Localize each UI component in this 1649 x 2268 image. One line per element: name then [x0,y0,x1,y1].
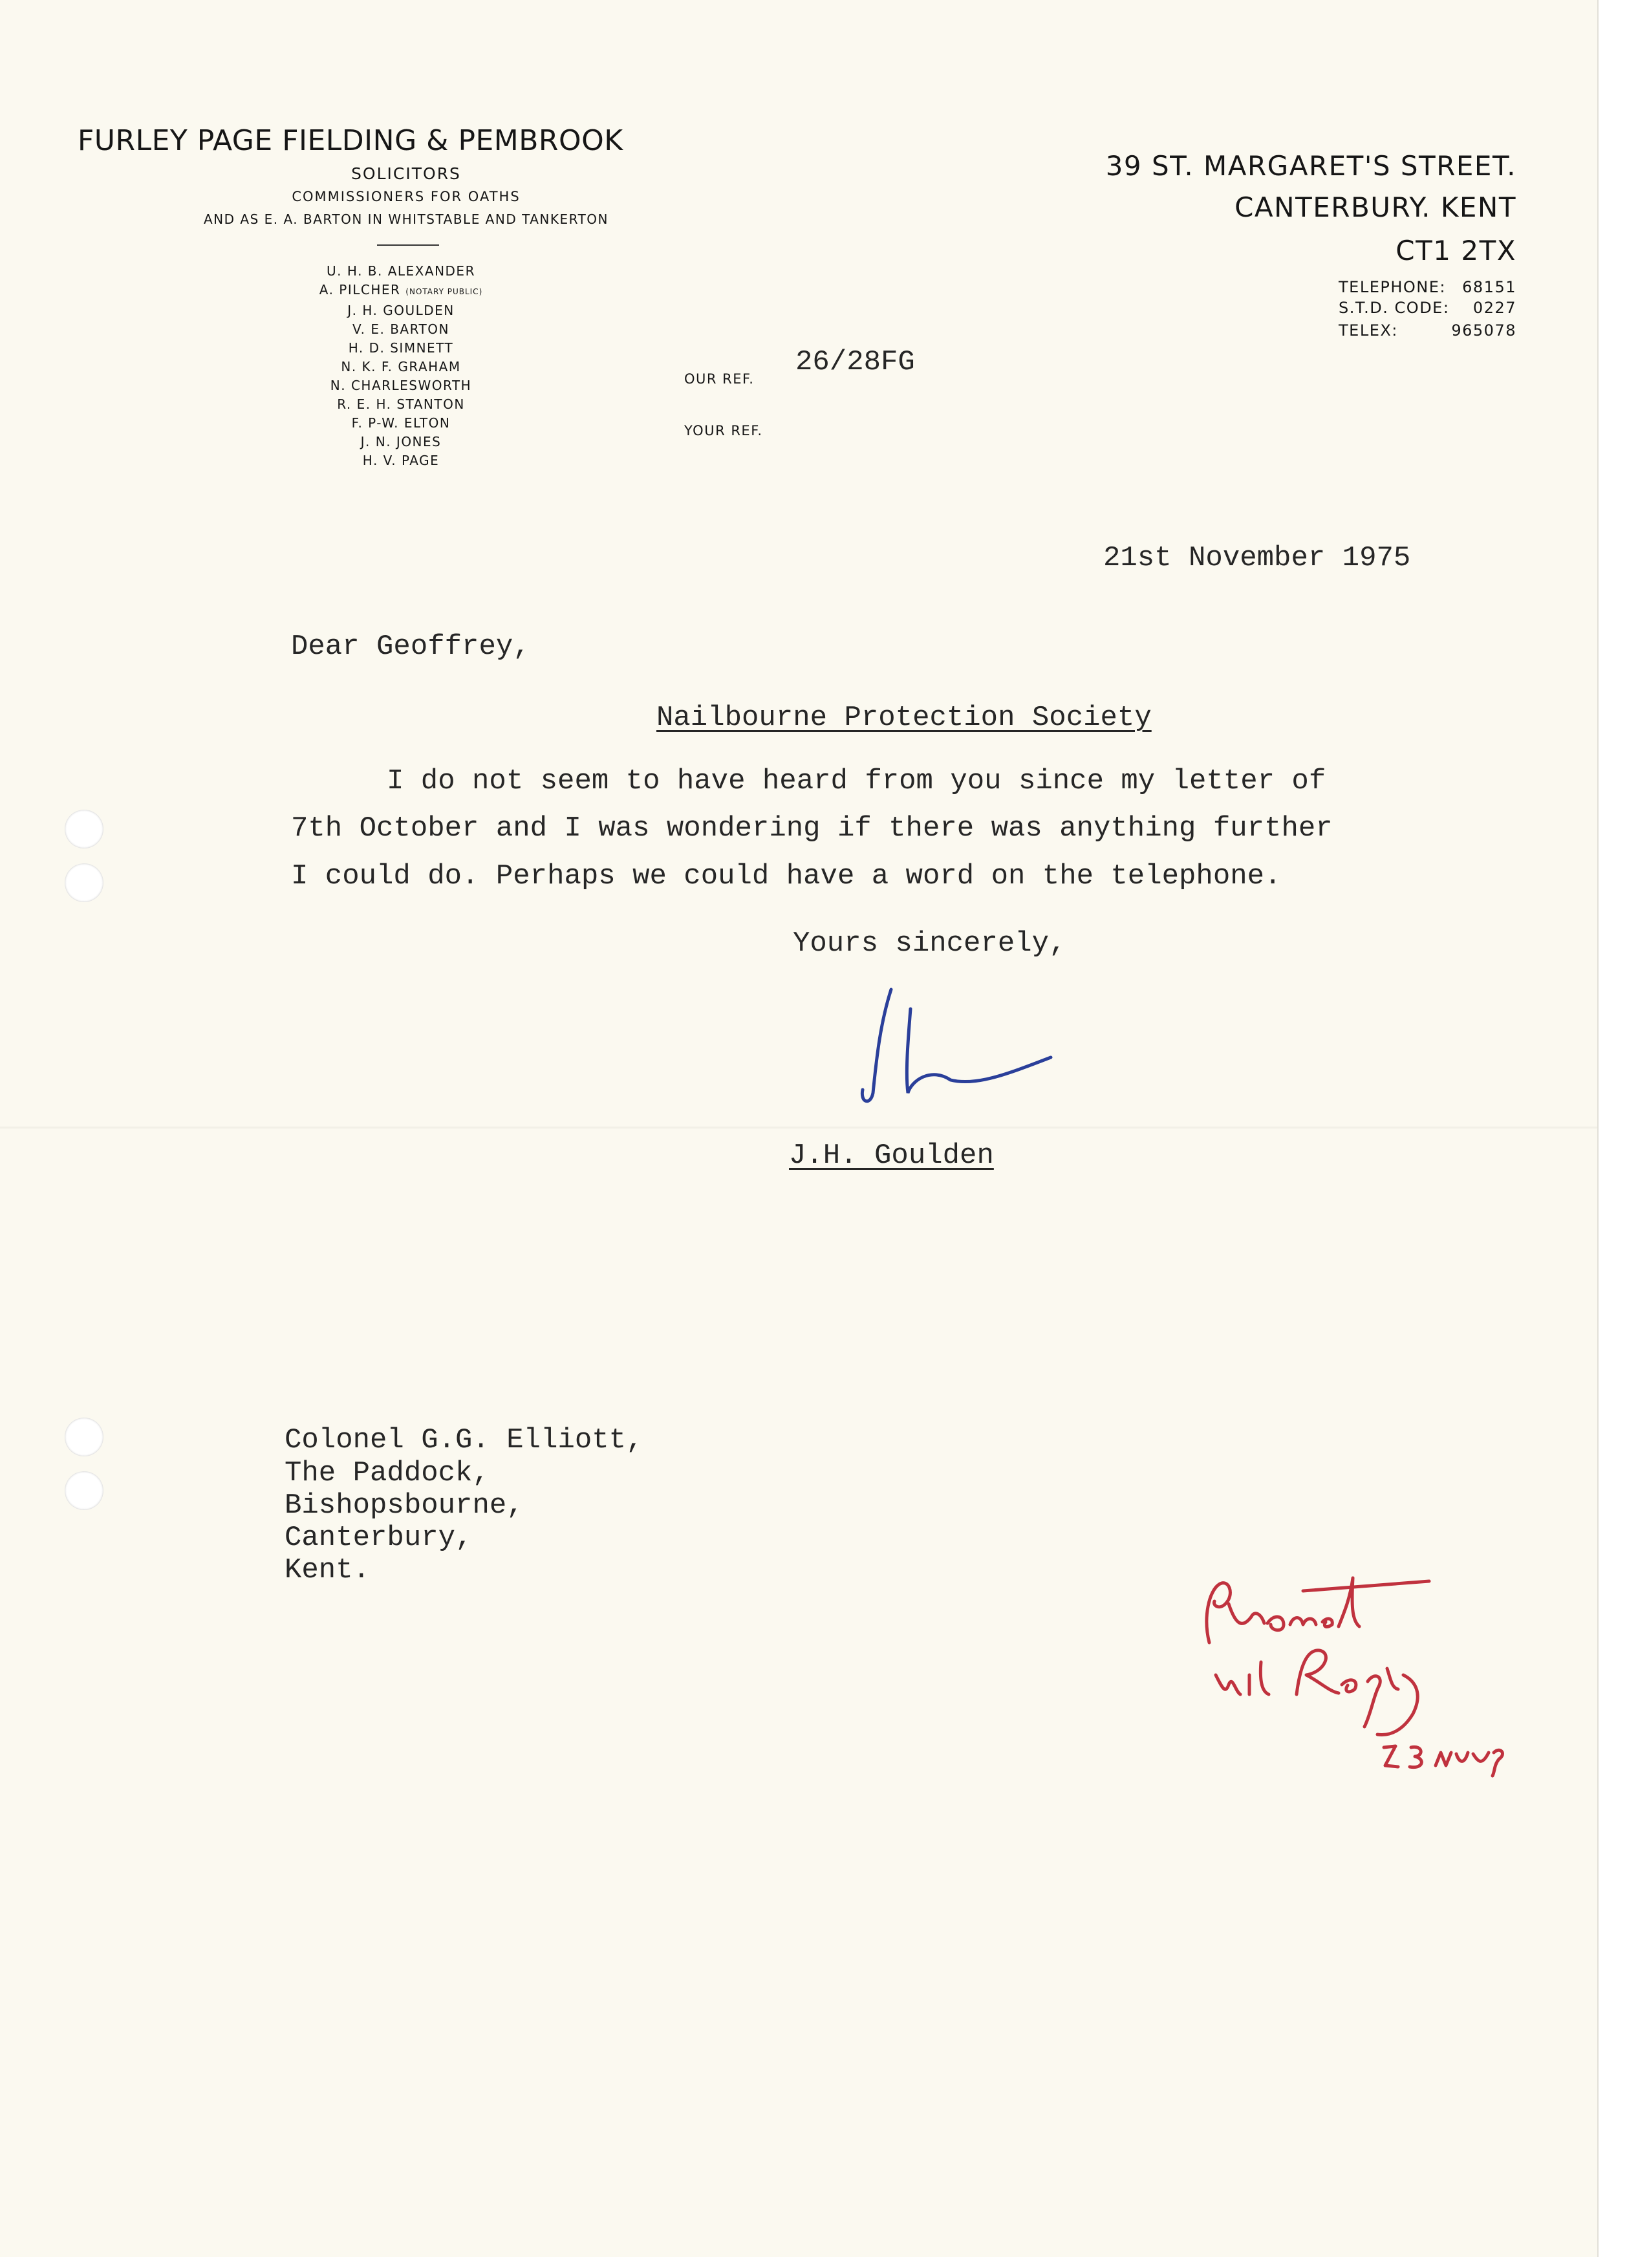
telex-label: TELEX: [1339,321,1398,340]
recipient-line: Bishopsbourne, [285,1489,524,1522]
firm-designation: SOLICITORS [351,164,461,183]
recipient-line: The Paddock, [285,1457,490,1489]
partner-name: V. E. BARTON [352,321,449,337]
firm-branch: AND AS E. A. BARTON IN WHITSTABLE AND TANKERTON [203,211,609,227]
partner-name: H. D. SIMNETT [348,340,454,356]
body-line: I do not seem to have heard from you since my letter of [387,765,1326,797]
partner-name: R. E. H. STANTON [337,396,465,412]
your-ref-label: YOUR REF. [684,423,763,438]
telephone-label: TELEPHONE: [1339,278,1446,296]
body-line: I could do. Perhaps we could have a word on the telephone. [291,860,1282,892]
partner-name: N. K. F. GRAHAM [341,359,461,374]
telex-number: 965078 [1451,321,1516,340]
partner-name: J. H. GOULDEN [347,303,455,318]
recipient-line: Canterbury, [285,1522,473,1554]
std-code: 0227 [1472,299,1516,317]
recipient-line: Kent. [285,1554,371,1586]
firm-commissioners: COMMISSIONERS FOR OATHS [292,189,521,204]
address-line-1: 39 ST. MARGARET'S STREET. [1105,150,1516,182]
recipient-line: Colonel G.G. Elliott, [285,1424,643,1456]
std-code-label: S.T.D. CODE: [1339,299,1450,317]
letter-date: 21st November 1975 [1103,542,1411,574]
punch-hole [65,1471,103,1510]
partner-name: F. P-W. ELTON [351,415,451,431]
divider [377,244,439,246]
closing: Yours sincerely, [793,927,1066,960]
our-ref-value: 26/28FG [795,346,915,378]
partner-name: N. CHARLESWORTH [330,378,472,393]
signatory-name: J.H. Goulden [789,1139,994,1172]
our-ref-label: OUR REF. [684,371,755,387]
salutation: Dear Geoffrey, [291,631,530,663]
partner-name: H. V. PAGE [362,453,440,468]
handwritten-annotation [1190,1565,1526,1837]
telephone-number: 68151 [1462,278,1516,296]
signature-image [841,977,1073,1119]
fold-crease [0,1127,1597,1129]
partner-name: A. PILCHER (NOTARY PUBLIC) [319,282,483,297]
firm-name: FURLEY PAGE FIELDING & PEMBROOK [78,124,623,157]
body-line: 7th October and I was wondering if there was anything further [291,812,1333,845]
punch-hole [65,810,103,848]
partner-name: J. N. JONES [360,434,442,449]
address-line-2: CANTERBURY. KENT [1234,191,1516,223]
partner-name: U. H. B. ALEXANDER [327,263,475,279]
address-postcode: CT1 2TX [1396,235,1516,266]
punch-hole [65,1418,103,1456]
partners-list [272,262,530,470]
subject-line: Nailbourne Protection Society [656,702,1152,734]
punch-hole [65,863,103,902]
